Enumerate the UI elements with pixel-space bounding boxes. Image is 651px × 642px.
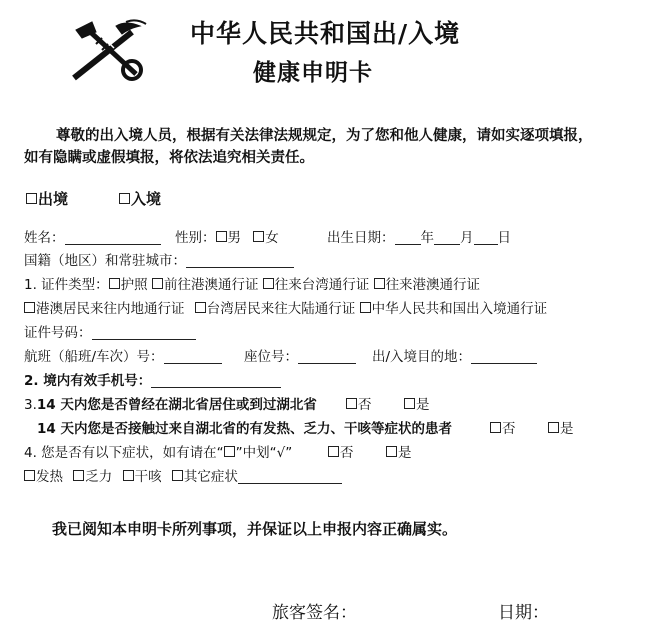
symptom-label: 其它症状 bbox=[183, 469, 238, 485]
male-checkbox[interactable] bbox=[216, 231, 227, 242]
notice-line-2: 如有隐瞒或虚假填报，将依法追究相关责任。 bbox=[24, 150, 314, 166]
other-symptoms-field[interactable] bbox=[238, 469, 342, 484]
dob-month-field[interactable] bbox=[434, 230, 460, 245]
flight-number-field[interactable] bbox=[164, 349, 222, 364]
cert-number-field[interactable] bbox=[92, 325, 196, 340]
question-4-yes-option[interactable] bbox=[386, 444, 412, 462]
question-3b-yes-checkbox[interactable] bbox=[548, 422, 559, 433]
cert-hkmo-resident-checkbox[interactable] bbox=[24, 302, 35, 313]
no-label: 否 bbox=[502, 421, 516, 437]
symptom-fever-checkbox[interactable] bbox=[24, 470, 35, 481]
question-4-row bbox=[24, 444, 292, 462]
female-checkbox[interactable] bbox=[253, 231, 264, 242]
cert-taiwan-permit-checkbox[interactable] bbox=[263, 278, 274, 289]
question-3a-no-checkbox[interactable] bbox=[346, 398, 357, 409]
symptoms-row bbox=[24, 468, 342, 486]
dob-day-field[interactable] bbox=[474, 230, 498, 245]
question-3b-yes-option[interactable] bbox=[548, 420, 574, 438]
cert-passport-checkbox[interactable] bbox=[109, 278, 120, 289]
cert-hkmo-permit-checkbox[interactable] bbox=[152, 278, 163, 289]
destination-label: 出/入境目的地： bbox=[372, 349, 472, 365]
seat-number-field[interactable] bbox=[298, 349, 356, 364]
question-3a-yes-checkbox[interactable] bbox=[404, 398, 415, 409]
direction-exit-option[interactable] bbox=[26, 188, 68, 209]
male-label: 男 bbox=[227, 230, 241, 246]
no-label: 否 bbox=[340, 445, 354, 461]
cert-type-option: 往来港澳通行证 bbox=[385, 277, 481, 293]
question-3b-no-option[interactable] bbox=[490, 420, 516, 438]
dob-year-field[interactable] bbox=[395, 230, 421, 245]
destination-row bbox=[372, 348, 537, 366]
name-field[interactable] bbox=[65, 230, 161, 245]
symptom-other-checkbox[interactable] bbox=[172, 470, 183, 481]
phone-field[interactable] bbox=[151, 373, 281, 388]
customs-emblem-logo bbox=[66, 18, 154, 86]
confirmation-statement: 我已阅知本申明卡所列事项，并保证以上申报内容正确属实。 bbox=[52, 520, 458, 538]
question-3-number: 3. bbox=[24, 397, 37, 413]
symptom-fatigue-checkbox[interactable] bbox=[73, 470, 84, 481]
yes-label: 是 bbox=[416, 397, 430, 413]
question-4-no-checkbox[interactable] bbox=[328, 446, 339, 457]
symptom-label: 干咳 bbox=[134, 469, 162, 485]
cert-type-label: 1. 证件类型： bbox=[24, 277, 109, 293]
gender-label: 性别： bbox=[175, 230, 216, 246]
cert-hkmo-travel-checkbox[interactable] bbox=[374, 278, 385, 289]
day-label: 日 bbox=[497, 230, 511, 246]
yes-label: 是 bbox=[560, 421, 574, 437]
flight-label: 航班（船班/车次）号： bbox=[24, 349, 164, 365]
cert-taiwan-resident-checkbox[interactable] bbox=[195, 302, 206, 313]
cert-number-label: 证件号码： bbox=[24, 325, 92, 341]
exit-label: 出境 bbox=[38, 190, 69, 208]
date-label: 日期： bbox=[498, 603, 549, 623]
question-3a-yes-option[interactable] bbox=[404, 396, 430, 414]
nationality-field[interactable] bbox=[186, 253, 294, 268]
question-3b-text: 14 天内您是否接触过来自湖北省的有发热、乏力、干咳等症状的患者 bbox=[37, 421, 452, 437]
symptom-label: 发热 bbox=[36, 469, 63, 485]
question-3a-no-option[interactable] bbox=[346, 396, 372, 414]
female-label: 女 bbox=[265, 230, 279, 246]
entry-checkbox[interactable] bbox=[119, 193, 130, 204]
seat-label: 座位号： bbox=[244, 349, 298, 365]
dob-label: 出生日期： bbox=[327, 230, 395, 246]
checkbox-sample-icon bbox=[224, 446, 235, 457]
question-4-no-option[interactable] bbox=[328, 444, 354, 462]
nationality-label: 国籍（地区）和常驻城市： bbox=[24, 253, 186, 269]
question-3a-row bbox=[24, 396, 317, 414]
yes-label: 是 bbox=[398, 445, 412, 461]
symptom-cough-checkbox[interactable] bbox=[123, 470, 134, 481]
phone-row bbox=[24, 372, 281, 390]
form-subtitle: 健康申明卡 bbox=[253, 60, 373, 86]
dob-row bbox=[327, 229, 511, 247]
cert-type-option: 中华人民共和国出入境通行证 bbox=[371, 301, 548, 317]
cert-type-option: 前往港澳通行证 bbox=[163, 277, 259, 293]
phone-label: 2. 境内有效手机号： bbox=[24, 373, 152, 389]
question-3b-no-checkbox[interactable] bbox=[490, 422, 501, 433]
question-4-text-start: 4. 您是否有以下症状，如有请在“ bbox=[24, 445, 224, 461]
question-4-text-end: ”中划“√” bbox=[235, 445, 293, 461]
cert-type-option: 往来台湾通行证 bbox=[274, 277, 370, 293]
destination-field[interactable] bbox=[471, 349, 537, 364]
signature-label: 旅客签名： bbox=[272, 603, 357, 623]
notice-line-1: 尊敬的出入境人员，根据有关法律法规规定，为了您和他人健康，请如实逐项填报， bbox=[56, 128, 593, 144]
cert-type-row-1 bbox=[24, 276, 480, 294]
symptom-label: 乏力 bbox=[85, 469, 113, 485]
cert-number-row bbox=[24, 324, 196, 342]
direction-entry-option[interactable] bbox=[119, 188, 161, 209]
cert-type-option: 台湾居民来往大陆通行证 bbox=[206, 301, 356, 317]
cert-prc-permit-checkbox[interactable] bbox=[360, 302, 371, 313]
entry-label: 入境 bbox=[131, 190, 162, 208]
exit-checkbox[interactable] bbox=[26, 193, 37, 204]
name-row bbox=[24, 229, 161, 247]
name-label: 姓名： bbox=[24, 230, 65, 246]
form-title: 中华人民共和国出/入境 bbox=[190, 19, 461, 48]
cert-type-option: 护照 bbox=[120, 277, 148, 293]
seat-row bbox=[244, 348, 356, 366]
question-4-yes-checkbox[interactable] bbox=[386, 446, 397, 457]
flight-row bbox=[24, 348, 222, 366]
cert-type-option: 港澳居民来往内地通行证 bbox=[36, 301, 185, 317]
year-label: 年 bbox=[420, 230, 434, 246]
notice-paragraph bbox=[24, 125, 634, 169]
no-label: 否 bbox=[358, 397, 372, 413]
month-label: 月 bbox=[460, 230, 474, 246]
nationality-row bbox=[24, 252, 294, 270]
cert-type-row-2 bbox=[24, 300, 547, 318]
gender-row bbox=[175, 229, 279, 247]
question-3a-text: 14 天内您是否曾经在湖北省居住或到过湖北省 bbox=[36, 397, 317, 413]
